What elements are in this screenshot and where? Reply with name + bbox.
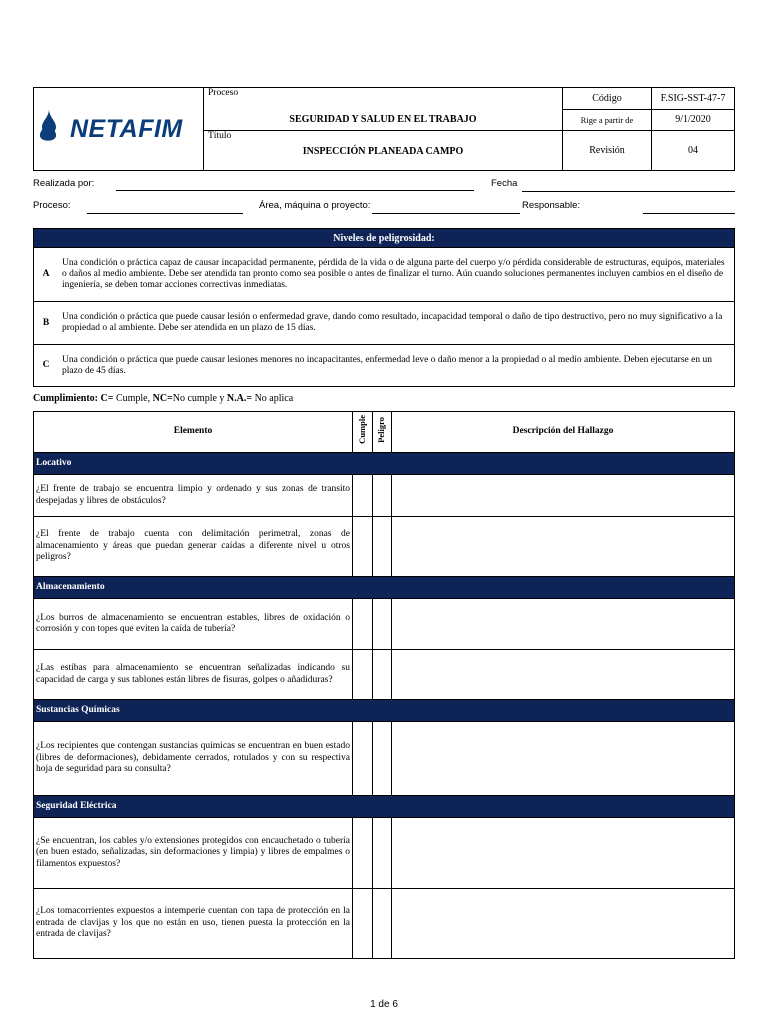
peligro-cell[interactable] — [373, 517, 392, 577]
cumple-cell[interactable] — [353, 650, 373, 700]
level-description: Una condición o práctica capaz de causar incapacidad permanente, pérdida de la vida o de alguna parte del cuerpo y/o pérdida considerable de estructuras, equipos, materiales o daños al medio ambiente. Debe ser atendida tan pronto como sea posible o antes de finalizar el turno. Aún cuando soluciones permanentes incluyen cambios en el diseño de ingeniería, se deben tomar acciones correctivas inmediatas. — [58, 248, 735, 302]
compliance-legend: Cumplimiento: C= Cumple, NC=No cumple y N.A.= No aplica — [33, 393, 294, 404]
cumple-cell[interactable] — [353, 722, 373, 796]
peligro-cell[interactable] — [373, 818, 392, 889]
area-label: Área, máquina o proyecto: — [259, 200, 371, 211]
logo-text: NETAFIM — [70, 114, 183, 143]
section-title: Locativo — [34, 453, 735, 475]
inspection-checklist — [33, 411, 735, 959]
title-label: Título — [208, 130, 232, 141]
section-title: Almacenamiento — [34, 577, 735, 599]
nc-key: NC= — [152, 393, 173, 404]
checklist-row — [34, 818, 735, 889]
section-title: Seguridad Eléctrica — [34, 796, 735, 818]
cumple-cell[interactable] — [353, 599, 373, 650]
code-label: Código — [563, 88, 652, 110]
col-cumple-cell — [353, 412, 373, 453]
cumple-cell[interactable] — [353, 889, 373, 959]
col-peligro: Peligro — [376, 416, 387, 443]
question-text: ¿Los recipientes que contengan sustancias químicas se encuentran en buen estado (libres de deformaciones), debidamente cerrados, rotulados y con su respectiva hoja de seguridad para su consulta? — [34, 722, 353, 796]
section-row — [34, 577, 735, 599]
question-text: ¿El frente de trabajo se encuentra limpio y ordenado y sus zonas de transito despejadas y libres de obstáculos? — [34, 475, 353, 517]
fecha-field[interactable] — [522, 191, 735, 192]
cumple-cell[interactable] — [353, 475, 373, 517]
question-text: ¿Los burros de almacenamiento se encuentran estables, libres de oxidación o corrosión y con topes que eviten la caída de tubería? — [34, 599, 353, 650]
hazard-levels-title: Niveles de peligrosidad: — [34, 229, 735, 248]
col-element: Elemento — [34, 412, 353, 453]
question-text: ¿El frente de trabajo cuenta con delimitación perimetral, zonas de almacenamiento y áreas que puedan generar caídas a diferente nivel u otros peligros? — [34, 517, 353, 577]
hazard-level-row — [34, 248, 735, 302]
checklist-row — [34, 599, 735, 650]
checklist-header-row — [34, 412, 735, 453]
section-row — [34, 700, 735, 722]
checklist-row — [34, 722, 735, 796]
proceso-label: Proceso: — [33, 200, 71, 211]
finding-cell[interactable] — [392, 818, 735, 889]
title-value: INSPECCIÓN PLANEADA CAMPO — [302, 145, 464, 157]
compliance-label: Cumplimiento — [33, 393, 95, 404]
level-letter: B — [34, 302, 59, 345]
level-description: Una condición o práctica que puede causar lesiones menores no incapacitantes, enfermedad leve o daño menor a la propiedad o al medio ambiente. Deben ejecutarse en un plazo de 45 días. — [58, 345, 735, 387]
effective-label: Rige a partir de — [563, 110, 652, 130]
section-row — [34, 796, 735, 818]
peligro-cell[interactable] — [373, 722, 392, 796]
col-peligro-cell — [373, 412, 392, 453]
water-drop-icon — [40, 107, 68, 151]
revision-value: 04 — [652, 130, 735, 171]
question-text: ¿Los tomacorrientes expuestos a intemperie cuentan con tapa de protección en la entrada de clavijas y los que no están en uso, tienen puesta la protección en la entrada de clavijas? — [34, 889, 353, 959]
c-key: C= — [100, 393, 114, 404]
c-val: Cumple, — [113, 393, 153, 404]
nc-val: No cumple y — [172, 393, 227, 404]
responsable-field[interactable] — [643, 213, 735, 214]
cumple-cell[interactable] — [353, 517, 373, 577]
finding-cell[interactable] — [392, 889, 735, 959]
netafim-logo — [38, 107, 199, 151]
checklist-row — [34, 475, 735, 517]
col-cumple: Cumple — [356, 415, 367, 445]
fecha-label: Fecha — [491, 178, 518, 189]
finding-cell[interactable] — [392, 722, 735, 796]
title-cell — [204, 130, 563, 171]
realizada-label: Realizada por: — [33, 178, 95, 189]
checklist-row — [34, 517, 735, 577]
hazard-level-row — [34, 302, 735, 345]
process-cell — [204, 88, 563, 110]
peligro-cell[interactable] — [373, 475, 392, 517]
finding-cell[interactable] — [392, 599, 735, 650]
revision-label: Revisión — [563, 130, 652, 171]
section-row — [34, 453, 735, 475]
area-field[interactable] — [372, 213, 520, 214]
hazard-level-row — [34, 345, 735, 387]
responsable-label: Responsable: — [522, 200, 581, 211]
checklist-row — [34, 650, 735, 700]
peligro-cell[interactable] — [373, 650, 392, 700]
finding-cell[interactable] — [392, 475, 735, 517]
process-value: SEGURIDAD Y SALUD EN EL TRABAJO — [204, 110, 563, 130]
process-label: Proceso — [208, 88, 239, 98]
na-key: N.A.= — [226, 393, 253, 404]
finding-cell[interactable] — [392, 517, 735, 577]
na-val: No aplica — [252, 393, 294, 404]
cumple-cell[interactable] — [353, 818, 373, 889]
peligro-cell[interactable] — [373, 889, 392, 959]
level-letter: C — [34, 345, 59, 387]
logo-cell — [34, 88, 204, 171]
effective-value: 9/1/2020 — [652, 110, 735, 130]
question-text: ¿Se encuentran, los cables y/o extensiones protegidos con encauchetado o tubería (en buen estado, señalizadas, sin deformaciones y limpia) y libres de empalmes o filamentos expuestos? — [34, 818, 353, 889]
hazard-levels-table — [33, 228, 735, 387]
proceso-field[interactable] — [87, 213, 243, 214]
section-title: Sustancias Químicas — [34, 700, 735, 722]
code-value: F.SIG-SST-47-7 — [652, 88, 735, 110]
document-header — [33, 87, 735, 171]
realizada-field[interactable] — [116, 190, 474, 191]
question-text: ¿Las estibas para almacenamiento se encuentran señalizadas indicando su capacidad de carga y sus tablones están libres de fisuras, golpes o añadiduras? — [34, 650, 353, 700]
level-description: Una condición o práctica que puede causar lesión o enfermedad grave, dando como resultado, incapacidad temporal o daño de tipo destructivo, pero no muy significativo a la propiedad o al ambiente. Debe ser atendida en un plazo de 15 días. — [58, 302, 735, 345]
peligro-cell[interactable] — [373, 599, 392, 650]
checklist-row — [34, 889, 735, 959]
page-number: 1 de 6 — [370, 999, 398, 1010]
level-letter: A — [34, 248, 59, 302]
col-desc: Descripción del Hallazgo — [392, 412, 735, 453]
finding-cell[interactable] — [392, 650, 735, 700]
